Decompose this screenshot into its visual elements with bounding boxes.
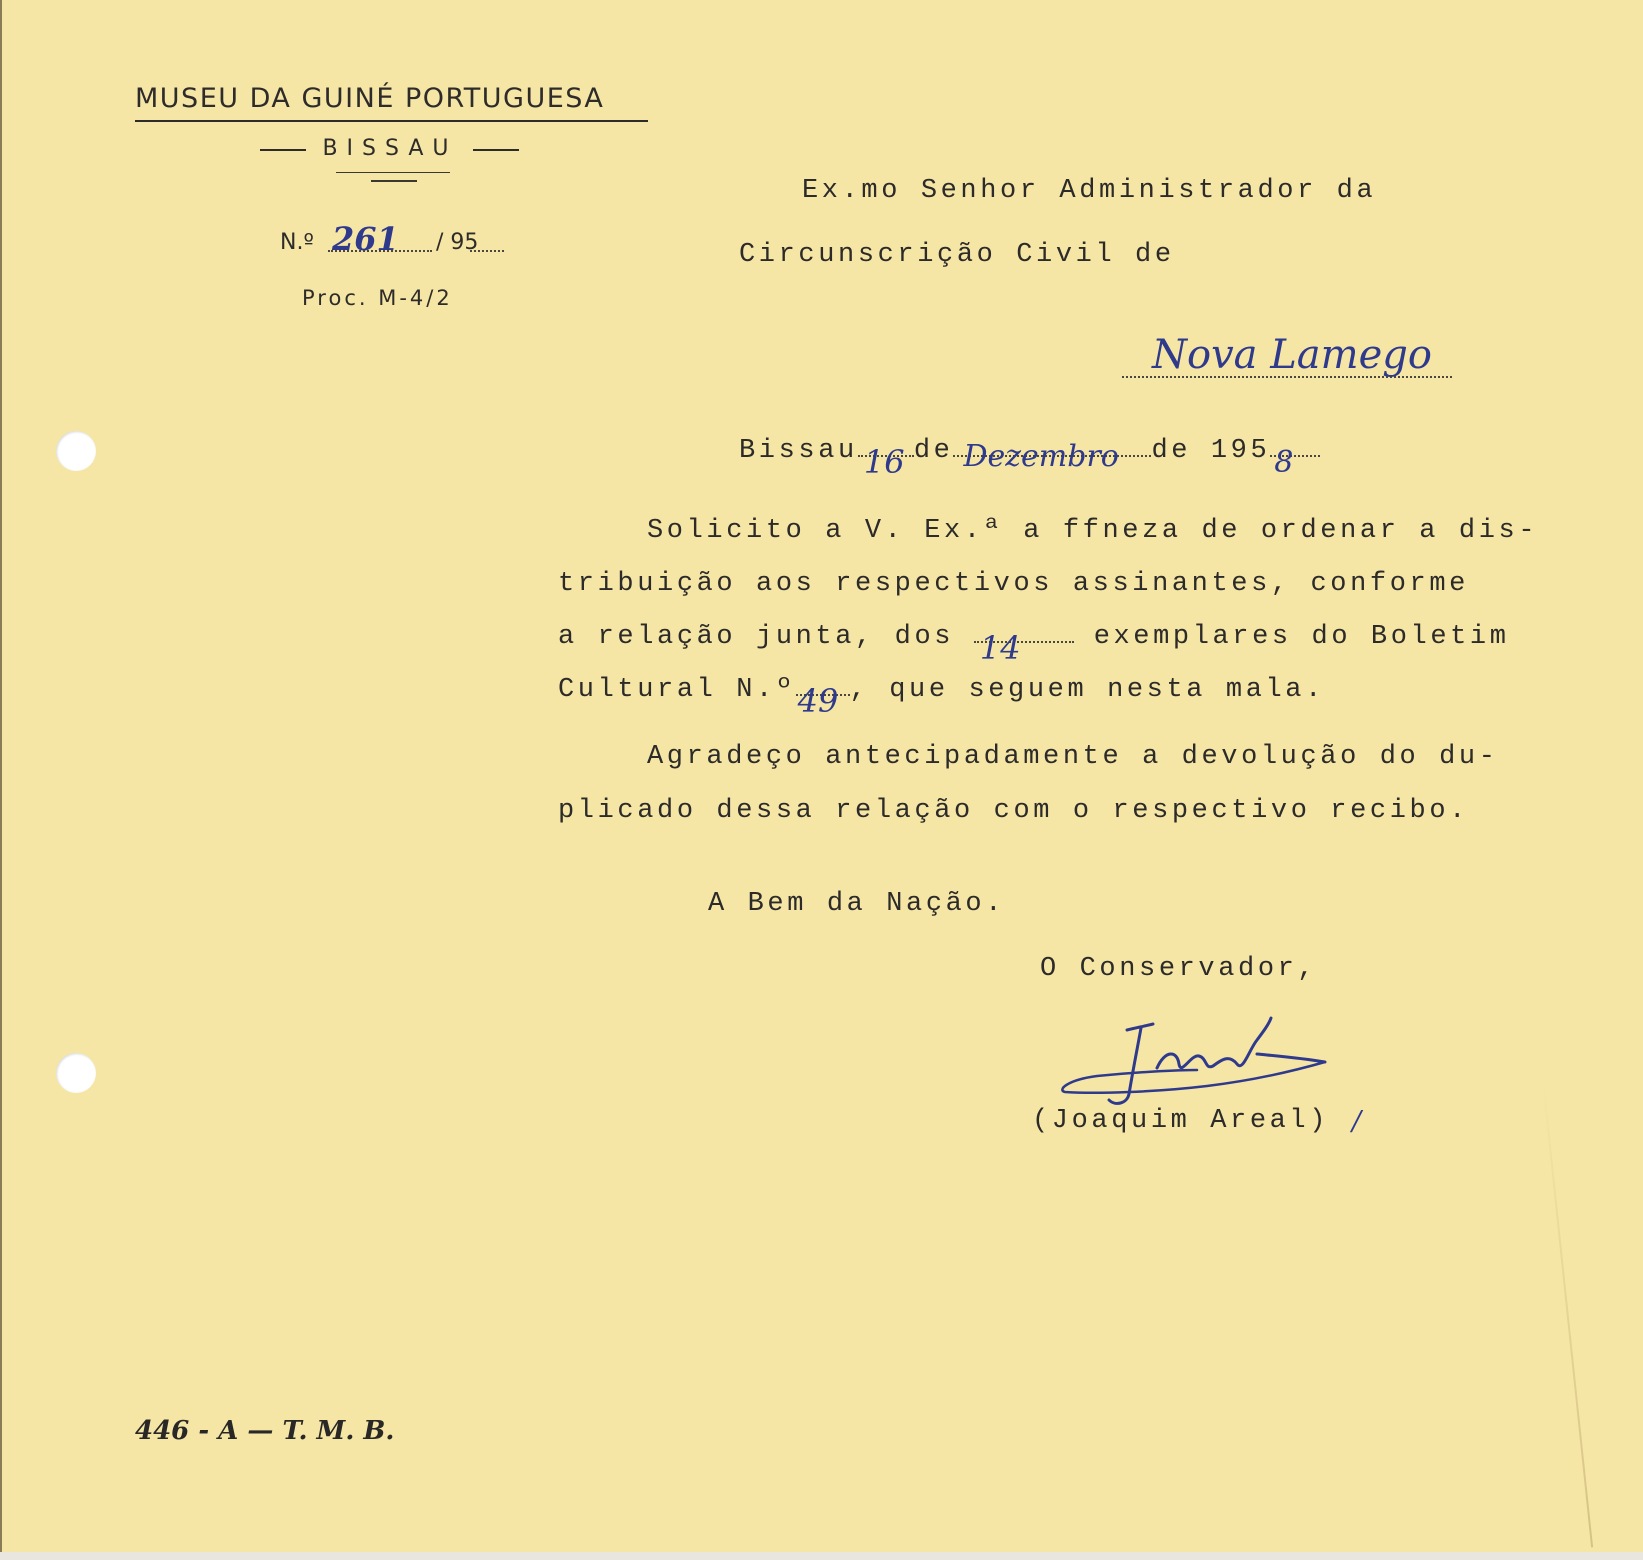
month-field <box>953 439 1151 474</box>
body-line-5: Agradeço antecipadamente a devolução do du- <box>647 742 1499 772</box>
reference-label: N.º <box>280 230 314 255</box>
punch-hole-top <box>56 431 96 471</box>
dateline-de-2: de <box>1151 436 1192 466</box>
paper-fold <box>1542 1080 1593 1548</box>
bulletin-number-field <box>796 682 850 720</box>
letterhead-city: BISSAU <box>322 136 458 161</box>
body-line-4-start: Cultural N.º <box>558 675 796 705</box>
dateline <box>739 436 1320 481</box>
body-line-6: plicado dessa relação com o respectivo recibo. <box>558 796 1469 826</box>
process-reference: Proc. M-4/2 <box>302 286 453 310</box>
reference-year-dots <box>470 250 504 252</box>
reference-year: / 95 <box>436 230 479 255</box>
addressee-line-1: Ex.mo Senhor Administrador da <box>802 176 1377 206</box>
body-line-1: Solicito a V. Ex.ª a ffneza de ordenar a dis- <box>647 516 1539 546</box>
reference-number <box>280 220 510 264</box>
addressee-place-line <box>1122 332 1432 390</box>
reference-number-handwritten: 261 <box>332 220 399 258</box>
letterhead-city-line <box>260 134 520 164</box>
form-code: 446 - A — T. M. B. <box>135 1416 395 1446</box>
punch-hole-bottom <box>56 1053 96 1093</box>
letterhead-divider <box>336 172 450 173</box>
letterhead-rule <box>135 120 648 122</box>
year-field <box>1270 445 1320 480</box>
addressee-line-2: Circunscrição Civil de <box>739 240 1175 270</box>
scan-bottom-edge <box>0 1552 1643 1560</box>
copies-field <box>974 629 1074 667</box>
signatory-role: O Conservador, <box>1040 954 1318 984</box>
copies-handwritten: 14 <box>979 629 1021 667</box>
year-prefix: 195 <box>1210 436 1271 466</box>
signatory-name: (Joaquim Areal) <box>1032 1106 1330 1136</box>
dateline-city: Bissau <box>739 436 858 466</box>
body-line-3-end: exemplares do Boletim <box>1093 622 1510 652</box>
closing-salutation: A Bem da Nação. <box>708 889 1006 919</box>
dateline-de-1: de <box>913 436 954 466</box>
body-line-3-start: a relação junta, dos <box>558 622 955 652</box>
city-dash-right <box>473 149 519 151</box>
body-line-2: tribuição aos respectivos assinantes, conforme <box>558 569 1469 599</box>
day-handwritten: 16 <box>863 443 905 481</box>
city-dash-left <box>260 149 306 151</box>
month-handwritten: Dezembro <box>963 439 1119 474</box>
bulletin-number-handwritten: 49 <box>797 682 839 720</box>
letterhead-divider-short <box>371 180 417 182</box>
year-digit-handwritten: 8 <box>1274 445 1294 480</box>
day-field <box>858 443 914 481</box>
place-handwritten: Nova Lamego <box>1152 332 1432 378</box>
signature-tick: / <box>1352 1106 1365 1137</box>
body-line-4 <box>558 675 1325 720</box>
museum-name: MUSEU DA GUINÉ PORTUGUESA <box>135 83 605 114</box>
body-line-4-end: , que seguem nesta mala. <box>849 675 1325 705</box>
body-line-3 <box>558 622 1510 667</box>
